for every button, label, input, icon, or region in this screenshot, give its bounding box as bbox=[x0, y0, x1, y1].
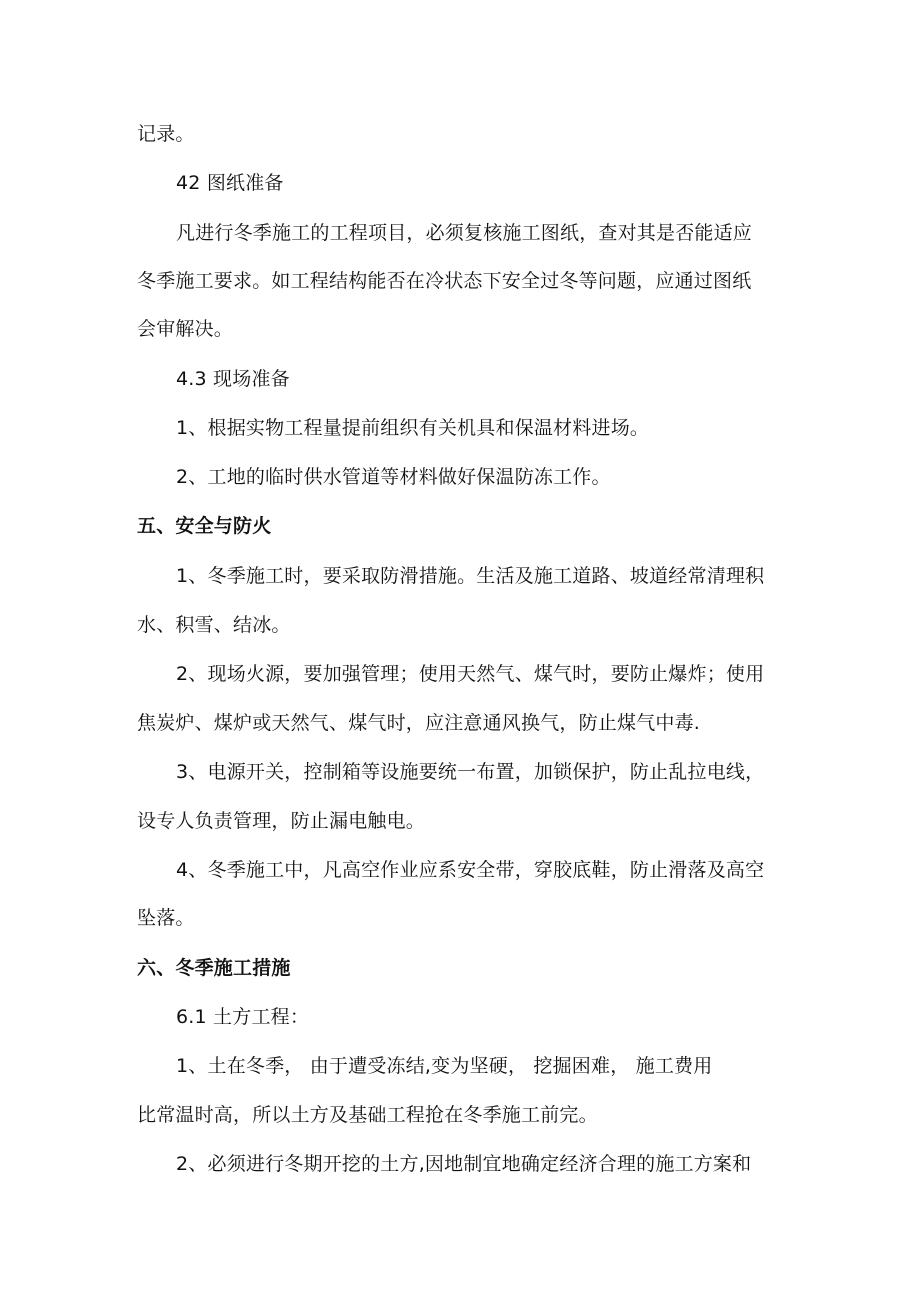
paragraph-line: 比常温时高，所以土方及基础工程抢在冬季施工前完。 bbox=[137, 1104, 598, 1126]
paragraph-line: 设专人负责管理，防止漏电触电。 bbox=[137, 810, 426, 832]
list-item: 3、电源开关，控制箱等设施要统一布置，加锁保护，防止乱拉电线， bbox=[176, 761, 765, 783]
paragraph-line: 焦炭炉、煤炉或天然气、煤气时，应注意通风换气，防止煤气中毒. bbox=[137, 712, 701, 734]
paragraph-line: 会审解决。 bbox=[137, 318, 234, 340]
section-heading-winter-measures: 六、冬季施工措施 bbox=[137, 957, 291, 979]
list-item: 4、冬季施工中，凡高空作业应系安全带，穿胶底鞋，防止滑落及高空 bbox=[176, 859, 765, 881]
paragraph-line: 水、积雪、结冰。 bbox=[137, 614, 291, 636]
paragraph-line: 凡进行冬季施工的工程项目，必须复核施工图纸，查对其是否能适应 bbox=[176, 222, 753, 244]
list-item: 1、冬季施工时，要采取防滑措施。生活及施工道路、坡道经常清理积 bbox=[176, 565, 765, 587]
subsection-heading-4-3: 4.3 现场准备 bbox=[176, 368, 290, 390]
paragraph-line: 记录。 bbox=[137, 123, 195, 145]
list-item: 2、工地的临时供水管道等材料做好保温防冻工作。 bbox=[176, 466, 611, 488]
subsection-heading-6-1: 6.1 土方工程： bbox=[176, 1006, 310, 1028]
list-item: 2、必须进行冬期开挖的土方,因地制宜地确定经济合理的施工方案和 bbox=[176, 1153, 752, 1175]
list-item: 1、土在冬季， 由于遭受冻结,变为坚硬， 挖掘困难， 施工费用 bbox=[176, 1055, 713, 1077]
list-item: 2、现场火源，要加强管理；使用天然气、煤气时，要防止爆炸；使用 bbox=[176, 663, 765, 685]
subsection-heading-4-2: 42 图纸准备 bbox=[176, 172, 284, 194]
section-heading-safety-fire: 五、安全与防火 bbox=[137, 515, 272, 537]
paragraph-line: 坠落。 bbox=[137, 907, 195, 929]
paragraph-line: 冬季施工要求。如工程结构能否在冷状态下安全过冬等问题，应通过图纸 bbox=[137, 270, 752, 292]
list-item: 1、根据实物工程量提前组织有关机具和保温材料进场。 bbox=[176, 417, 650, 439]
